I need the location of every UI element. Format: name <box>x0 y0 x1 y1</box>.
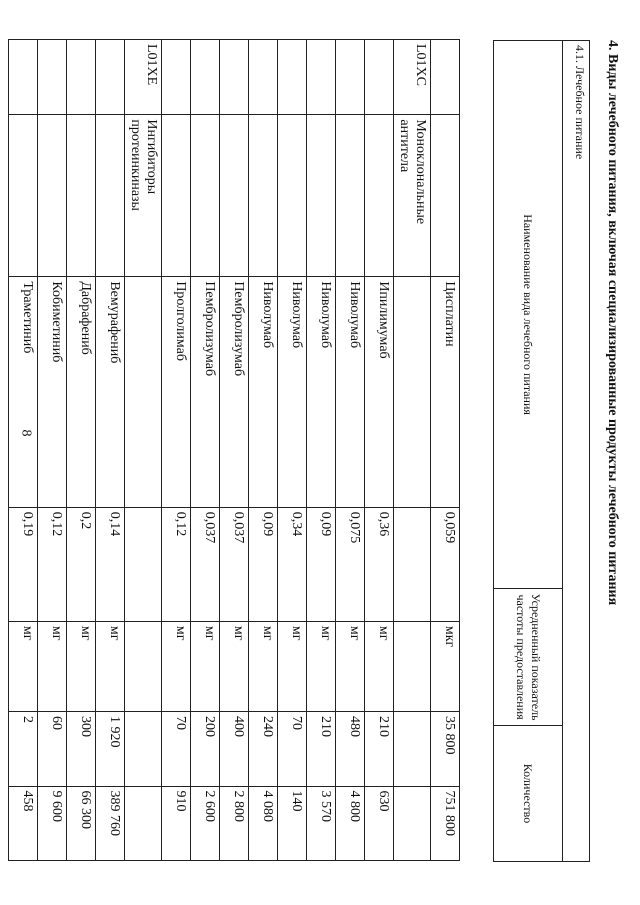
unit-cell: мкг <box>431 621 460 711</box>
frequency-cell <box>125 712 162 786</box>
table-row <box>125 40 162 861</box>
table-row <box>67 40 96 861</box>
subheading-cell: 4.1. Лечебное питание <box>563 41 590 862</box>
dose-cell: 0,14 <box>96 507 125 621</box>
unit-cell: мг <box>278 621 307 711</box>
unit-cell: мг <box>365 621 394 711</box>
drug-name-cell: Ипилимумаб <box>365 277 394 507</box>
unit-cell: мг <box>220 621 249 711</box>
nutrition-table <box>493 40 590 862</box>
code-cell <box>278 40 307 115</box>
dose-cell: 0,037 <box>191 507 220 621</box>
group-cell <box>9 115 38 277</box>
drug-name-cell: Дабрафениб <box>67 277 96 507</box>
group-cell <box>307 115 336 277</box>
group-cell <box>431 115 460 277</box>
group-cell <box>365 115 394 277</box>
drug-name-cell: Пембролизумаб <box>191 277 220 507</box>
frequency-cell: 35 800 <box>431 712 460 786</box>
total-cell: 389 760 <box>96 786 125 861</box>
dose-cell <box>394 507 431 621</box>
code-cell <box>191 40 220 115</box>
unit-cell: мг <box>336 621 365 711</box>
total-cell: 2 600 <box>191 786 220 861</box>
drug-name-cell: Вемурафениб <box>96 277 125 507</box>
total-cell: 630 <box>365 786 394 861</box>
section-heading: 4. Виды лечебного питания, включая специализированные продукты лечебного питания <box>605 40 620 606</box>
dose-cell: 0,059 <box>431 507 460 621</box>
table-row <box>9 40 38 861</box>
frequency-cell: 200 <box>191 712 220 786</box>
dose-cell: 0,12 <box>38 507 67 621</box>
table-row <box>563 41 590 862</box>
header-qty: Количество <box>494 726 563 862</box>
total-cell: 66 300 <box>67 786 96 861</box>
table-row <box>278 40 307 861</box>
drug-table-body <box>9 40 460 861</box>
group-cell <box>220 115 249 277</box>
frequency-cell: 1 920 <box>96 712 125 786</box>
drug-name-cell <box>394 277 431 507</box>
total-cell: 751 800 <box>431 786 460 861</box>
code-cell <box>336 40 365 115</box>
unit-cell: мг <box>307 621 336 711</box>
unit-cell: мг <box>162 621 191 711</box>
drug-name-cell: Пролголимаб <box>162 277 191 507</box>
drug-name-cell: Пембролизумаб <box>220 277 249 507</box>
table-row <box>336 40 365 861</box>
group-cell <box>38 115 67 277</box>
group-cell <box>249 115 278 277</box>
drug-name-cell: Траметиниб <box>9 277 38 507</box>
table-row <box>394 40 431 861</box>
frequency-cell <box>394 712 431 786</box>
total-cell <box>125 786 162 861</box>
group-cell <box>67 115 96 277</box>
unit-cell <box>394 621 431 711</box>
total-cell: 4 080 <box>249 786 278 861</box>
drug-name-cell <box>125 277 162 507</box>
dose-cell: 0,12 <box>162 507 191 621</box>
unit-cell: мг <box>67 621 96 711</box>
dose-cell: 0,075 <box>336 507 365 621</box>
code-cell <box>249 40 278 115</box>
drug-name-cell: Кобиметиниб <box>38 277 67 507</box>
dose-cell: 0,36 <box>365 507 394 621</box>
unit-cell <box>125 621 162 711</box>
dose-cell: 0,34 <box>278 507 307 621</box>
code-cell <box>38 40 67 115</box>
unit-cell: мг <box>9 621 38 711</box>
table-row <box>249 40 278 861</box>
total-cell: 2 800 <box>220 786 249 861</box>
group-cell <box>336 115 365 277</box>
dose-cell <box>125 507 162 621</box>
frequency-cell: 2 <box>9 712 38 786</box>
drug-table <box>8 39 460 861</box>
drug-name-cell: Ниволумаб <box>249 277 278 507</box>
table-row <box>307 40 336 861</box>
code-cell <box>307 40 336 115</box>
frequency-cell: 70 <box>278 712 307 786</box>
frequency-cell: 300 <box>67 712 96 786</box>
group-cell <box>191 115 220 277</box>
dose-cell: 0,037 <box>220 507 249 621</box>
unit-cell: мг <box>249 621 278 711</box>
unit-cell: мг <box>191 621 220 711</box>
frequency-cell: 480 <box>336 712 365 786</box>
drug-name-cell: Ниволумаб <box>336 277 365 507</box>
group-cell <box>96 115 125 277</box>
group-cell: Моноклональные антитела <box>394 115 431 277</box>
frequency-cell: 70 <box>162 712 191 786</box>
table-row <box>96 40 125 861</box>
total-cell: 4 800 <box>336 786 365 861</box>
total-cell: 140 <box>278 786 307 861</box>
code-cell <box>67 40 96 115</box>
dose-cell: 0,19 <box>9 507 38 621</box>
nutrition-section <box>500 40 620 862</box>
total-cell: 458 <box>9 786 38 861</box>
table-row <box>431 40 460 861</box>
total-cell <box>394 786 431 861</box>
table-row <box>191 40 220 861</box>
code-cell <box>220 40 249 115</box>
dose-cell: 0,09 <box>307 507 336 621</box>
code-cell <box>365 40 394 115</box>
table-row <box>365 40 394 861</box>
total-cell: 3 570 <box>307 786 336 861</box>
unit-cell: мг <box>38 621 67 711</box>
header-freq: Усредненный показатель частоты предоставления <box>494 589 563 726</box>
code-cell: L01XC <box>394 40 431 115</box>
group-cell <box>162 115 191 277</box>
drug-table-region <box>20 39 460 861</box>
group-cell <box>278 115 307 277</box>
dose-cell: 0,2 <box>67 507 96 621</box>
code-cell: L01XE <box>125 40 162 115</box>
group-cell: Ингибиторы протеинкиназы <box>125 115 162 277</box>
total-cell: 9 600 <box>38 786 67 861</box>
page-number: 8 <box>18 429 34 437</box>
code-cell <box>162 40 191 115</box>
frequency-cell: 210 <box>307 712 336 786</box>
code-cell <box>96 40 125 115</box>
drug-name-cell: Ниволумаб <box>278 277 307 507</box>
total-cell: 910 <box>162 786 191 861</box>
table-row <box>162 40 191 861</box>
dose-cell: 0,09 <box>249 507 278 621</box>
table-header-row <box>494 41 563 862</box>
drug-name-cell: Ниволумаб <box>307 277 336 507</box>
table-row <box>38 40 67 861</box>
header-name: Наименование вида лечебного питания <box>494 41 563 589</box>
table-row <box>220 40 249 861</box>
unit-cell: мг <box>96 621 125 711</box>
frequency-cell: 210 <box>365 712 394 786</box>
code-cell <box>431 40 460 115</box>
frequency-cell: 240 <box>249 712 278 786</box>
drug-name-cell: Цисплатин <box>431 277 460 507</box>
frequency-cell: 400 <box>220 712 249 786</box>
frequency-cell: 60 <box>38 712 67 786</box>
code-cell <box>9 40 38 115</box>
